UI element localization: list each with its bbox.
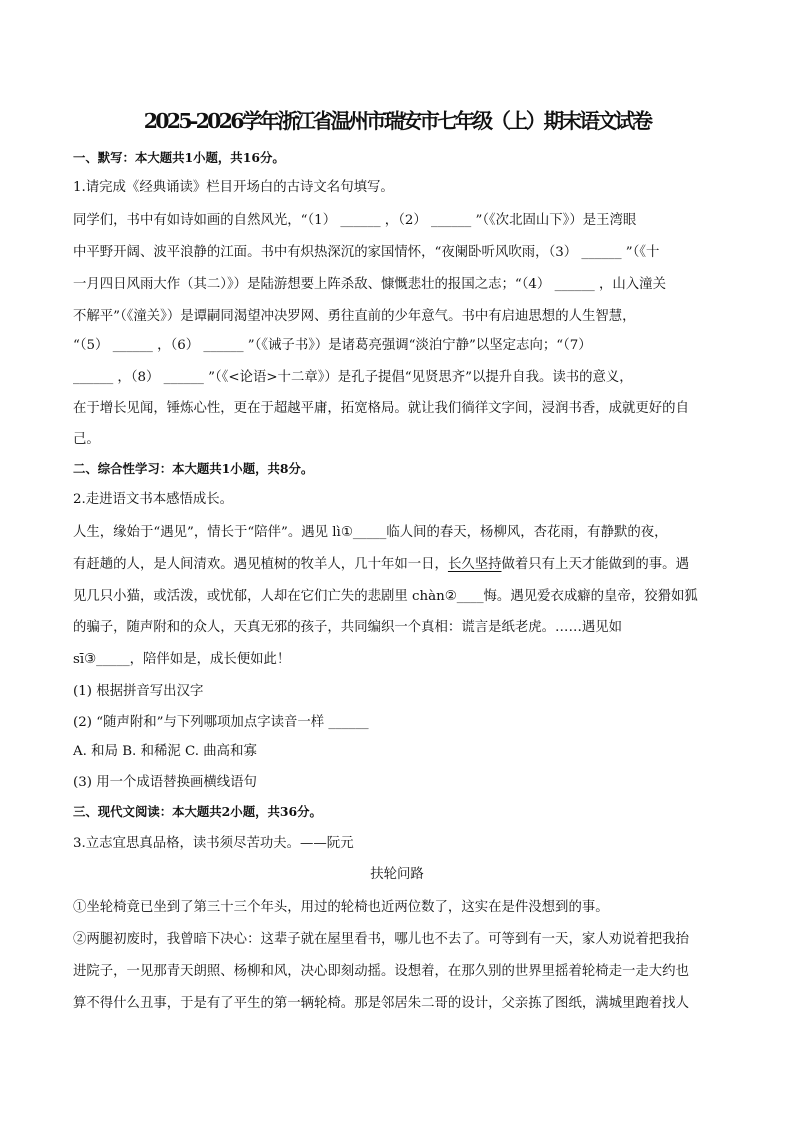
section1-line-3: 一月四日风雨大作（其二）》）是陆游想要上阵杀敌、慷慨悲壮的报国之志；“（4） ______ ，山入潼关 <box>73 277 666 292</box>
answer-options: A. 和局 B. 和稀泥 C. 曲高和寡 <box>73 744 257 759</box>
passage-paragraph-2-line-1: ②两腿初废时，我曾暗下决心：这辈子就在屋里看书，哪儿也不去了。可等到有一天，家人劝说着把我抬 <box>73 932 689 947</box>
underlined-phrase: 长久坚持 <box>447 557 502 572</box>
sub-question-3: (3) 用一个成语替换画横线语句 <box>73 775 257 790</box>
section1-line-8: 己。 <box>73 432 100 447</box>
section2-line-3: 见几只小猫，或活泼，或忧郁，人却在它们亡失的悲剧里 chàn②____悔。遇见爱衣成癖的皇帝，狡猾如狐 <box>73 589 698 604</box>
section2-line-1: 人生，缘始于“遇见”，情长于“陪伴”。遇见 lì①_____临人间的春天，杨柳风，杏花雨，有静默的夜， <box>73 525 668 540</box>
section1-heading: 一、默写：本大题共1小题，共16分。 <box>73 150 285 165</box>
section1-line-7: 在于增长见闻，锤炼心性，更在于超越平庸，拓宽格局。就让我们徜徉文字间，浸润书香，成就更好的自 <box>73 401 689 416</box>
question-2: 2.走进语文书本感悟成长。 <box>73 492 234 507</box>
passage-paragraph-2-line-2: 进院子，一见那青天朗照、杨柳和风，决心即刻动摇。设想着，在那久别的世界里摇着轮椅走一走大约也 <box>73 964 689 979</box>
sub-question-2: (2) “随声附和”与下列哪项加点字读音一样 ______ <box>73 715 369 730</box>
section1-line-1: 同学们，书中有如诗如画的自然风光，“（1） ______ ，（2） ______ ”（《次北固山下》）是王湾眼 <box>73 213 637 228</box>
section3-heading: 三、现代文阅读：本大题共2小题，共36分。 <box>73 804 322 819</box>
section1-line-4: 不解平”（《潼关》）是谭嗣同渴望冲决罗网、勇往直前的少年意气。书中有启迪思想的人生智慧， <box>73 309 636 324</box>
page-title: 2025-2026学年浙江省温州市瑞安市七年级（上）期末语文试卷 <box>143 109 651 133</box>
section2-line-4: 的骗子，随声附和的众人，天真无邪的孩子，共同编织一个真相：谎言是纸老虎。……遇见如 <box>73 620 623 635</box>
passage-paragraph-1: ①坐轮椅竟已坐到了第三十三个年头，用过的轮椅也近两位数了，这实在是件没想到的事。 <box>73 900 609 915</box>
section2-line-2-end: 做着只有上天才能做到的事。遇 <box>501 557 689 572</box>
section1-line-2: 中平野开阔、波平浪静的江面。书中有炽热深沉的家国情怀，“夜阑卧听风吹雨，（3） ______ ”（《十 <box>73 245 660 260</box>
question-1: 1.请完成《经典诵读》栏目开场白的古诗文名句填写。 <box>73 180 394 195</box>
section2-heading: 二、综合性学习：本大题共1小题，共8分。 <box>73 461 314 476</box>
section1-line-6: ______ ，（8） ______ ”（《<论语>十二章》）是孔子提倡“见贤思齐”以提升自我。读书的意义， <box>73 370 633 385</box>
sub-question-1: (1) 根据拼音写出汉字 <box>73 684 204 699</box>
passage-paragraph-2-line-3: 算不得什么丑事，于是有了平生的第一辆轮椅。那是邻居朱二哥的设计，父亲拣了图纸，满城里跑着找人 <box>73 996 689 1011</box>
section2-line-2-start: 有赶趟的人，是人间清欢。遇见植树的牧羊人，几十年如一日， <box>73 557 448 572</box>
section2-line-2 <box>73 553 689 572</box>
section1-line-5: “（5） ______ ，（6） ______ ”（《诫子书》）是诸葛亮强调“淡泊宁静”以坚定志向；“（7） <box>73 338 592 353</box>
passage-title: 扶轮问路 <box>370 867 424 882</box>
question-3: 3.立志宜思真品格，读书须尽苦功夫。——阮元 <box>73 836 354 851</box>
section2-line-5: sī③_____，陪伴如是，成长便如此！ <box>73 652 291 667</box>
